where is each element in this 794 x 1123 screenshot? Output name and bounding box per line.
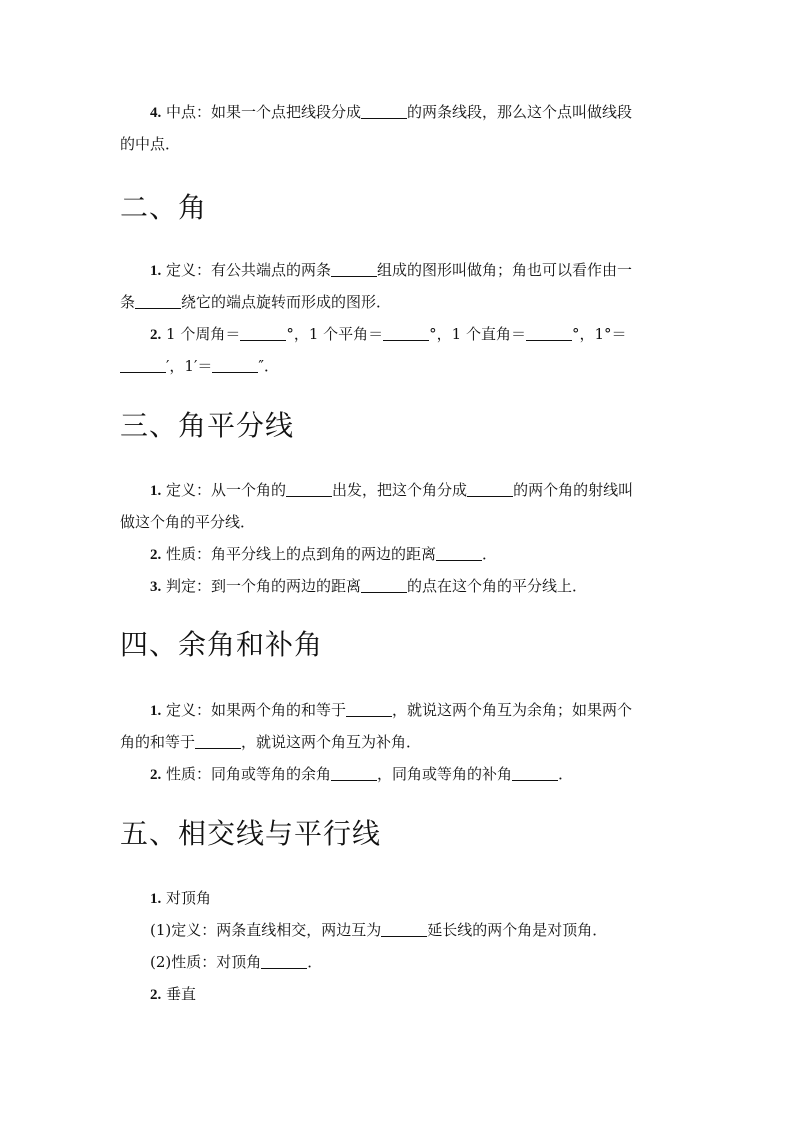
item-number: 1. xyxy=(150,703,162,719)
item-number: 2. xyxy=(150,987,162,1003)
fill-blank[interactable] xyxy=(361,103,407,119)
text: 性质：角平分线上的点到角的两边的距离 xyxy=(166,545,437,563)
text: (1)定义：两条直线相交，两边互为 xyxy=(150,921,382,939)
fill-blank[interactable] xyxy=(346,701,392,717)
fill-blank[interactable] xyxy=(512,765,558,781)
text: 性质：同角或等角的余角 xyxy=(166,765,332,783)
text: ，同角或等角的补角 xyxy=(377,765,513,783)
item-number: 1. xyxy=(150,263,162,279)
text: 判定：到一个角的两边的距离 xyxy=(166,577,362,595)
text: ． xyxy=(307,953,323,971)
fill-blank[interactable] xyxy=(383,325,429,341)
fill-blank[interactable] xyxy=(361,577,407,593)
fill-blank[interactable] xyxy=(212,357,258,373)
text: °，1°＝ xyxy=(571,325,627,343)
text: ′，1′＝ xyxy=(166,357,213,375)
text: (2)性质：对顶角 xyxy=(150,953,262,971)
fill-blank[interactable] xyxy=(195,733,241,749)
text: 绕它的端点旋转而形成的图形． xyxy=(181,293,392,311)
text: 的中点． xyxy=(120,135,181,153)
text: 出发，把这个角分成 xyxy=(332,481,468,499)
text: 定义：从一个角的 xyxy=(166,481,287,499)
item-number: 1. xyxy=(150,483,162,499)
fill-blank[interactable] xyxy=(381,921,427,937)
text: 延长线的两个角是对顶角． xyxy=(427,921,608,939)
text: ，就说这两个角互为补角． xyxy=(241,733,422,751)
fill-blank[interactable] xyxy=(436,545,482,561)
text: °，1 个平角＝ xyxy=(286,325,384,343)
fill-blank[interactable] xyxy=(261,953,307,969)
text: 定义：如果两个角的和等于 xyxy=(166,701,347,719)
text: 1 个周角＝ xyxy=(166,325,241,343)
text: 垂直 xyxy=(166,985,197,1003)
fill-blank[interactable] xyxy=(467,481,513,497)
item-number: 2. xyxy=(150,767,162,783)
text: 的两条线段，那么这个点叫做线段 xyxy=(407,103,633,121)
section-heading-lines: 五、相交线与平行线 xyxy=(120,817,382,850)
text: ″． xyxy=(258,357,279,375)
text: ，就说这两个角互为余角；如果两个 xyxy=(392,701,633,719)
text: 定义：有公共端点的两条 xyxy=(166,261,332,279)
fill-blank[interactable] xyxy=(331,765,377,781)
text: ． xyxy=(482,545,498,563)
text: 组成的图形叫做角；角也可以看作由一 xyxy=(377,261,633,279)
item-number: 3. xyxy=(150,579,162,595)
fill-blank[interactable] xyxy=(135,293,181,309)
text: 的两个角的射线叫 xyxy=(513,481,634,499)
fill-blank[interactable] xyxy=(526,325,572,341)
text: 中点：如果一个点把线段分成 xyxy=(166,103,362,121)
section-heading-bisector: 三、角平分线 xyxy=(120,409,295,442)
item-number: 1. xyxy=(150,891,162,907)
fill-blank[interactable] xyxy=(286,481,332,497)
text: 做这个角的平分线． xyxy=(120,513,256,531)
paragraph-midpoint-line1 xyxy=(150,102,632,123)
fill-blank[interactable] xyxy=(331,261,377,277)
section-heading-angle: 二、角 xyxy=(120,191,208,224)
item-number: 2. xyxy=(150,547,162,563)
text: °，1 个直角＝ xyxy=(429,325,526,343)
text: 对顶角 xyxy=(166,889,212,907)
fill-blank[interactable] xyxy=(240,325,286,341)
item-number: 2. xyxy=(150,327,162,343)
item-number: 4. xyxy=(150,105,162,121)
text: 角的和等于 xyxy=(120,733,196,751)
section-heading-complement: 四、余角和补角 xyxy=(120,628,324,661)
text: 的点在这个角的平分线上． xyxy=(407,577,588,595)
text: 条 xyxy=(120,293,136,311)
fill-blank[interactable] xyxy=(120,357,166,373)
text: ． xyxy=(558,765,574,783)
